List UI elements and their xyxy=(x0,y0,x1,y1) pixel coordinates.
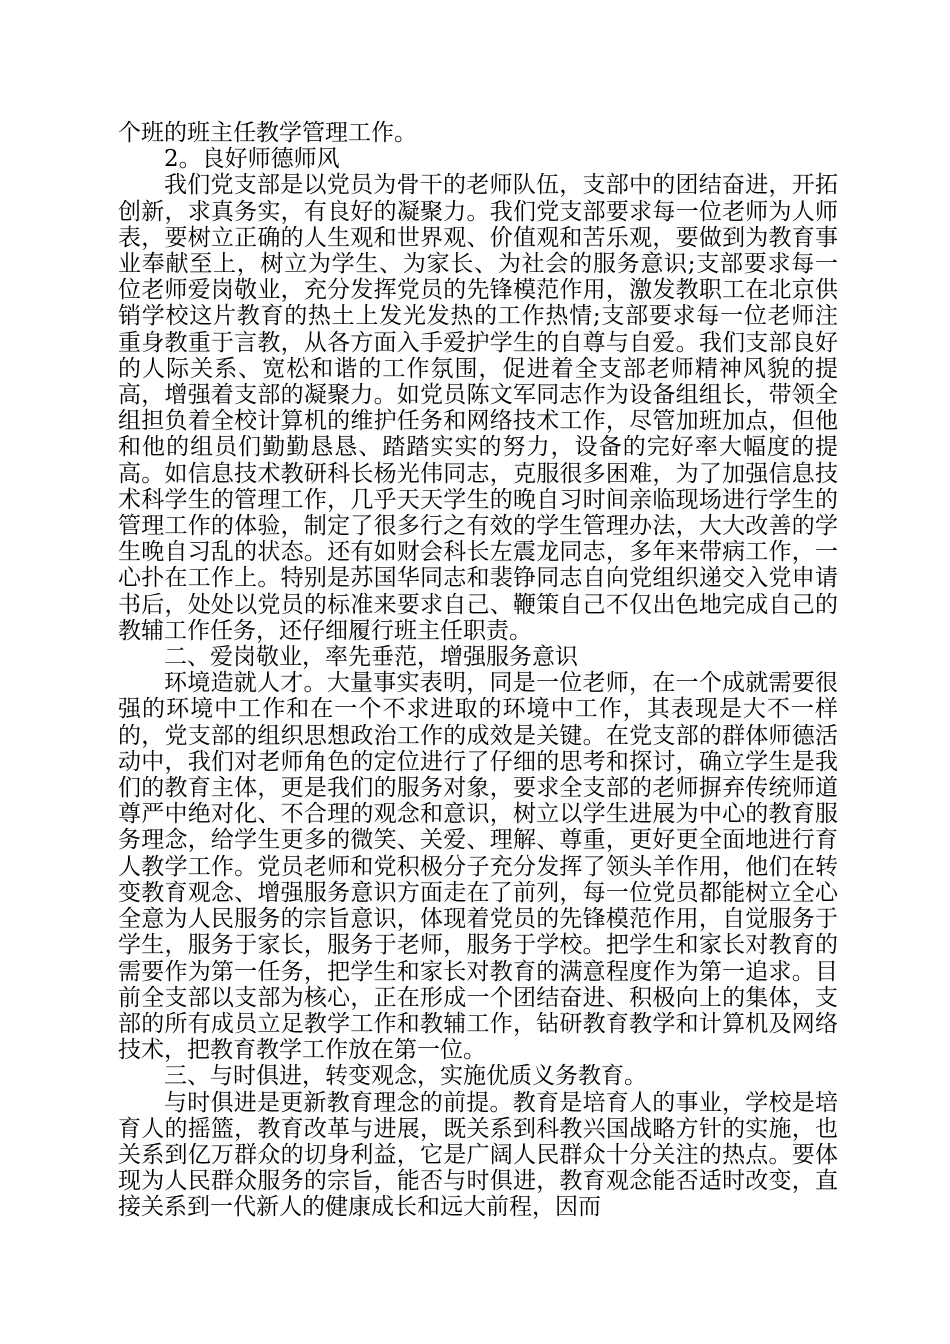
section-heading-good-ethics: 2。良好师德师风 xyxy=(164,146,340,173)
paragraph-keep-pace-body: 与时俱进是更新教育理念的前提。教育是培育人的事业，学校是培育人的摇篮，教育改革与进展，既关系到科教兴国战略方针的实施，也关系到亿万群众的切身利益，它是广阔人民群众十分关注的热点。要体现为人民群众服务的宗旨，能否与时俱进，教育观念能否适时改变，直接关系到一代新人的健康成长和远大前程，因而 xyxy=(118,1089,838,1221)
section-heading-dedication: 二、爱岗敬业，率先垂范，增强服务意识 xyxy=(164,644,578,671)
paragraph-ethics-body: 我们党支部是以党员为骨干的老师队伍，支部中的团结奋进，开拓创新，求真务实，有良好的凝聚力。我们党支部要求每一位老师为人师表，要树立正确的人生观和世界观、价值观和苦乐观，要做到为教育事业奉献至上，树立为学生、为家长、为社会的服务意识;支部要求每一位老师爱岗敬业，充分发挥党员的先锋模范作用，激发教职工在北京供销学校这片教育的热土上发光发热的工作热情;支部要求每一位老师注重身教重于言教，从各方面入手爱护学生的自尊与自爱。我们支部良好的人际关系、宽松和谐的工作氛围，促进着全支部老师精神风貌的提高，增强着支部的凝聚力。如党员陈文军同志作为设备组组长，带领全组担负着全校计算机的维护任务和网络技术工作，尽管加班加点，但他和他的组员们勤勤恳恳、踏踏实实的努力，设备的完好率大幅度的提高。如信息技术教研科长杨光伟同志，克服很多困难，为了加强信息技术科学生的管理工作，几乎天天学生的晚自习时间亲临现场进行学生的管理工作的体验，制定了很多行之有效的学生管理办法，大大改善的学生晚自习乱的状态。还有如财会科长左震龙同志，多年来带病工作，一心扑在工作上。特别是苏国华同志和裴铮同志自向党组织递交入党申请书后，处处以党员的标准来要求自己、鞭策自己不仅出色地完成自己的教辅工作任务，还仔细履行班主任职责。 xyxy=(118,172,838,644)
paragraph-dedication-body: 环境造就人才。大量事实表明，同是一位老师，在一个成就需要很强的环境中工作和在一个不求进取的环境中工作，其表现是大不一样的，党支部的组织思想政治工作的成效是关键。在党支部的群体师德活动中，我们对老师角色的定位进行了仔细的思考和探讨，确立学生是我们的教育主体，更是我们的服务对象，要求全支部的老师摒弃传统师道尊严中绝对化、不合理的观念和意识，树立以学生进展为中心的教育服务理念，给学生更多的微笑、关爱、理解、尊重，更好更全面地进行育人教学工作。党员老师和党积极分子充分发挥了领头羊作用，他们在转变教育观念、增强服务意识方面走在了前列，每一位党员都能树立全心全意为人民服务的宗旨意识，体现着党员的先锋模范作用，自觉服务于学生，服务于家长，服务于老师，服务于学校。把学生和家长对教育的需要作为第一任务，把学生和家长对教育的满意程度作为第一追求。目前全支部以支部为核心，正在形成一个团结奋进、积极向上的集体，支部的所有成员立足教学工作和教辅工作，钻研教育教学和计算机及网络技术，把教育教学工作放在第一位。 xyxy=(118,670,838,1064)
section-heading-keep-pace: 三、与时俱进，转变观念，实施优质义务教育。 xyxy=(164,1063,647,1090)
paragraph-continued: 个班的班主任教学管理工作。 xyxy=(118,120,417,146)
document-body xyxy=(118,120,838,1221)
